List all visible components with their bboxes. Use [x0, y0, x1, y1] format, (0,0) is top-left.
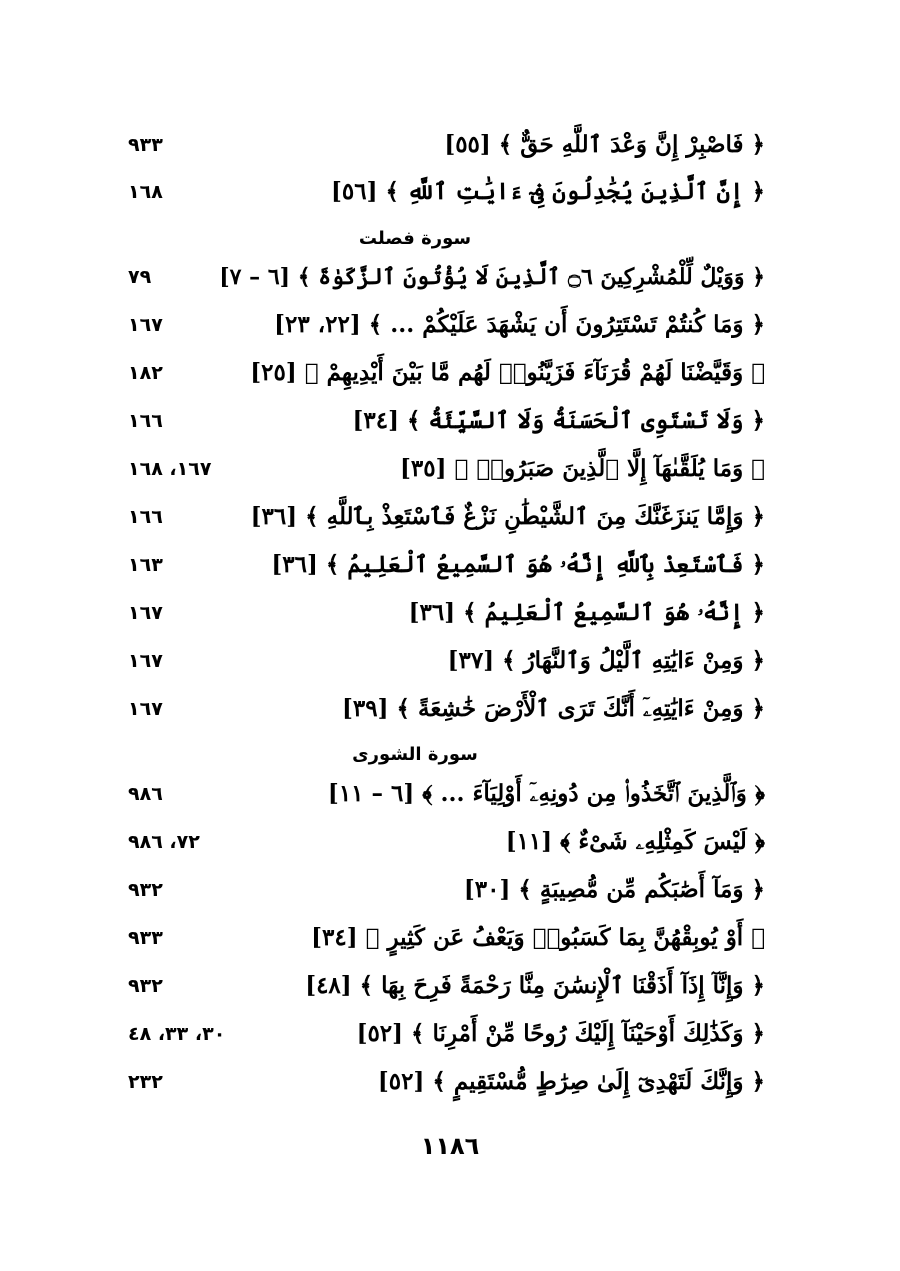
index-row	[0, 305, 900, 345]
page-refs: ٩٨٦	[128, 783, 163, 805]
page-refs: ٩٣٣	[128, 134, 163, 156]
surah-title: سورة فصلت	[358, 228, 472, 249]
verse-text: ﴿ لَيْسَ كَمِثْلِهِۦ شَىْءٌ ﴾ [١١]	[505, 828, 765, 855]
page-refs: ٧٢، ٩٨٦	[128, 831, 200, 853]
page-refs: ٢٣٢	[128, 1071, 163, 1093]
index-row	[0, 497, 900, 537]
index-row	[0, 172, 900, 212]
index-row	[0, 641, 900, 681]
page-refs: ٩٣٢	[128, 975, 163, 997]
page-refs: ٩٣٣	[128, 927, 163, 949]
verse-text: ﴿ وَإِمَّا يَنزَغَنَّكَ مِنَ ٱلشَّيْطَٰنِ نَزْغٌ فَٱسْتَعِذْ بِٱللَّهِ ﴾ [٣٦]	[250, 503, 765, 530]
page-refs: ١٦٧	[128, 650, 163, 672]
verse-text: ﴿ وَمَآ أَصَٰبَكُم مِّن مُّصِيبَةٍ ﴾ [٣٠]	[463, 876, 765, 903]
verse-text: ﴿ وَمَا كُنتُمْ تَسْتَتِرُونَ أَن يَشْهَدَ عَلَيْكُمْ ... ﴾ [٢٢، ٢٣]	[274, 311, 765, 338]
page-refs: ١٦٧، ١٦٨	[128, 458, 212, 480]
verse-text: ﴿ وَمِنْ ءَايَٰتِهِ ٱلَّيْلُ وَٱلنَّهَارُ ﴾ [٣٧]	[447, 647, 765, 674]
surah-heading	[0, 737, 900, 773]
page-refs: ١٦٨	[128, 181, 163, 203]
index-row	[0, 401, 900, 441]
verse-text: ﴿ وَكَذَٰلِكَ أَوْحَيْنَآ إِلَيْكَ رُوحًا مِّنْ أَمْرِنَا ﴾ [٥٢]	[356, 1020, 765, 1047]
verse-text: ﴿ وَمِنْ ءَايَٰتِهِۦٓ أَنَّكَ تَرَى ٱلْأَرْضَ خَٰشِعَةً ﴾ [٣٩]	[342, 695, 765, 722]
verse-text: ﴿ وَٱلَّذِينَ ٱتَّخَذُوا۟ مِن دُونِهِۦٓ أَوْلِيَآءَ ... ﴾ [٦ – ١١]	[327, 780, 765, 807]
verse-text: ﴿ فَاصْبِرْ إِنَّ وَعْدَ ٱللَّهِ حَقٌّ ﴾ [٥٥]	[444, 131, 765, 158]
index-row	[0, 593, 900, 633]
surah-heading	[0, 221, 900, 257]
page-refs: ١٨٢	[128, 362, 163, 384]
verse-text: ﴿ وَإِنَّآ إِذَآ أَذَقْنَا ٱلْإِنسَٰنَ مِنَّا رَحْمَةً فَرِحَ بِهَا ﴾ [٤٨]	[305, 972, 765, 999]
verse-text: ﴿ وَلَا تَسْتَوِى ٱلْحَسَنَةُ وَلَا ٱلسَّيِّئَةُ ﴾ [٣٤]	[352, 407, 765, 434]
page-refs: ٣٠، ٣٣، ٤٨	[128, 1023, 226, 1045]
index-row	[0, 822, 900, 862]
page-refs: ١٦٧	[128, 602, 163, 624]
verse-text: ﴿ وَقَيَّضْنَا لَهُمْ قُرَنَآءَ فَزَيَّنُوا۟ لَهُم مَّا بَيْنَ أَيْدِيهِمْ ﴾ [٢٥]	[250, 359, 765, 386]
page-refs: ١٦٧	[128, 314, 163, 336]
page-refs: ١٦٧	[128, 698, 163, 720]
index-row	[0, 918, 900, 958]
page-refs: ٩٣٢	[128, 879, 163, 901]
index-row	[0, 966, 900, 1006]
index-row	[0, 774, 900, 814]
verse-text: ﴿ إِنَّهُۥ هُوَ ٱلسَّمِيعُ ٱلْعَلِيمُ ﴾ [٣٦]	[408, 599, 765, 626]
page-refs: ١٦٦	[128, 410, 163, 432]
index-row	[0, 257, 900, 297]
page-refs: ١٦٦	[128, 506, 163, 528]
index-row	[0, 870, 900, 910]
page-number: ١١٨٦	[420, 1132, 480, 1160]
index-row	[0, 125, 900, 165]
index-row	[0, 689, 900, 729]
surah-title: سورة الشورى	[352, 744, 478, 765]
page-refs: ١٦٣	[128, 554, 163, 576]
index-row	[0, 353, 900, 393]
verse-text: ﴿ وَمَا يُلَقَّىٰهَآ إِلَّا ٱلَّذِينَ صَبَرُوا۟ ﴾ [٣٥]	[400, 455, 765, 482]
verse-text: ﴿ وَوَيْلٌ لِّلْمُشْرِكِينَ ۝٦ ٱلَّذِينَ لَا يُؤْتُونَ ٱلزَّكَوٰةَ ﴾ [٦ – ٧]	[219, 264, 765, 290]
index-row	[0, 1014, 900, 1054]
verse-text: ﴿ وَإِنَّكَ لَتَهْدِىٓ إِلَىٰ صِرَٰطٍ مُّسْتَقِيمٍ ﴾ [٥٢]	[377, 1068, 765, 1095]
index-row	[0, 449, 900, 489]
verse-text: ﴿ فَٱسْتَعِذْ بِٱللَّهِ إِنَّهُۥ هُوَ ٱلسَّمِيعُ ٱلْعَلِيمُ ﴾ [٣٦]	[271, 551, 765, 578]
verse-text: ﴿ إِنَّ ٱلَّذِينَ يُجَٰدِلُونَ فِىٓ ءَايَٰتِ ٱللَّهِ ﴾ [٥٦]	[331, 178, 765, 205]
verse-text: ﴿ أَوْ يُوبِقْهُنَّ بِمَا كَسَبُوا۟ وَيَعْفُ عَن كَثِيرٍ ﴾ [٣٤]	[311, 924, 765, 951]
page-refs: ٧٩	[128, 266, 152, 288]
index-row	[0, 1062, 900, 1102]
index-row	[0, 545, 900, 585]
